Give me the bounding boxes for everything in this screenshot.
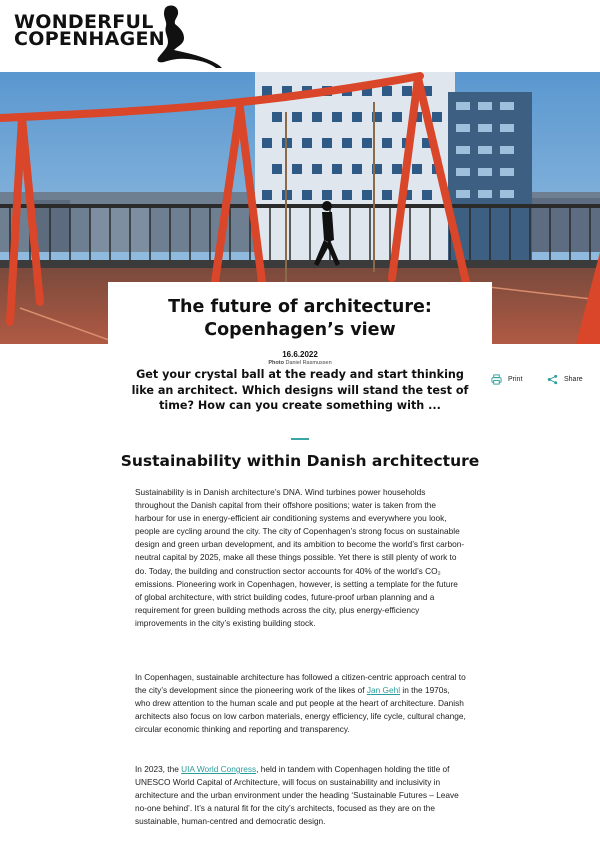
page-title: The future of architecture: Copenhagen’s view [168, 297, 432, 340]
section-divider [291, 438, 309, 440]
photo-credit [0, 360, 600, 366]
jan-gehl-link[interactable]: Jan Gehl [366, 685, 401, 696]
p2-text-start: In Copenhagen, sustainable architecture has followed a citizen-centric approach central to the city’s development since the pioneering work of the likes of [135, 672, 466, 696]
photo-credit-label: Photo [268, 360, 284, 366]
site-logo[interactable] [14, 11, 165, 50]
photo-credit-author: Daniel Rasmussen [285, 360, 332, 366]
p3-text-end: , held in tandem with Copenhagen holding the title of UNESCO World Capital of Architecture, will focus on sustainability and inclusivity in architecture and the urban environment under the heading ‘Sustainable Futures – Leave no-one behind’. It’s a natural fit for the city’s architects, focused as they are on the sustainable, human-centred and democratic design. [135, 764, 459, 827]
share-button[interactable] [547, 374, 583, 385]
p3-text-start: In 2023, the [135, 764, 182, 774]
print-label: Print [508, 376, 523, 383]
uia-world-congress-link[interactable]: UIA World Congress [181, 764, 257, 774]
body-paragraph-2 [135, 671, 466, 736]
logo-line-2: COPENHAGEN [14, 28, 165, 50]
print-button[interactable] [491, 374, 522, 385]
share-label: Share [564, 376, 583, 383]
body-paragraph-3 [135, 763, 466, 828]
share-icon [547, 374, 558, 385]
p2-text-end: in the 1970s, who drew attention to the human scale and put people at the heart of architecture. Danish architects also focus on low carbon materials, energy efficiency, life cycle, cultural change, circular economic thinking and reporting and transparency. [135, 685, 466, 735]
article-title-card [108, 282, 492, 364]
mermaid-logo-icon [146, 2, 224, 68]
publish-date: 16.6.2022 [282, 350, 318, 359]
section-heading: Sustainability within Danish architecture [120, 452, 480, 470]
site-header [0, 0, 600, 72]
logo-wordmark [14, 11, 165, 50]
article-lead: Get your crystal ball at the ready and start thinking like an architect. Which designs will stand the test of time? How can you create something with ... [131, 368, 469, 412]
body-paragraph-1: Sustainability is in Danish architecture’s DNA. Wind turbines power households throughout the Danish capital from their offshore positions; water is taken from the harbour for use in energy-efficient air conditioning systems and everywhere you look, people are cycling around the city. The city of Copenhagen’s strong focus on sustainable design and green urban development, and its ambition to become the world’s first carbon-neutral capital by 2025, make all these things possible. Yet there is still plenty of work to do. Today, the building and construction sector accounts for 40% of the world’s CO₂ emissions. Pioneering work in Copenhagen, however, is setting a template for the future of global architecture, with strict building codes, future-proof urban planning and a requirement for green building methods across the city, plus energy-efficiency improvements in the city’s existing building stock. [135, 487, 465, 628]
print-icon [491, 374, 502, 385]
logo-line-1: WONDERFUL [14, 11, 154, 33]
